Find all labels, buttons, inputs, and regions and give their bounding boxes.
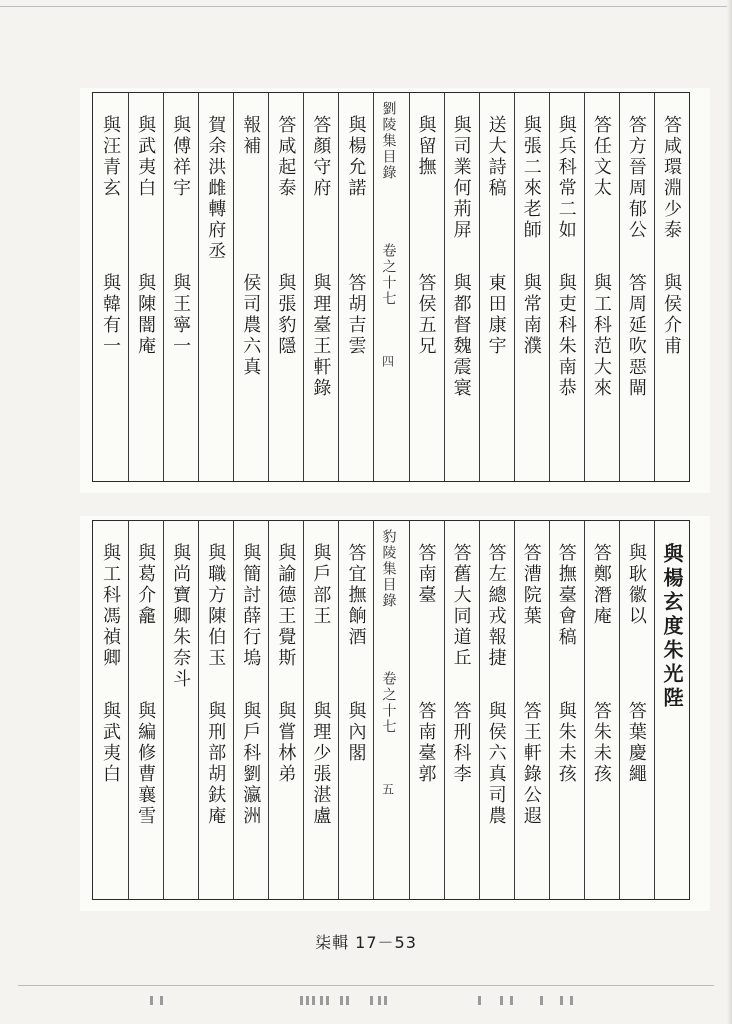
toc-entry-lower: 與武夷白 [100,701,122,785]
column-rule [549,93,550,481]
toc-entry-upper: 賀余洪雌轉府丞 [205,115,227,262]
folio-page: 五 [380,783,395,797]
column-rule [514,521,515,899]
toc-entry-upper: 與楊玄度朱光陛 [659,543,684,711]
toc-entry-upper: 送大詩稿 [485,115,507,199]
toc-column [549,93,584,481]
scan-mark [160,996,163,1005]
toc-entry-upper: 答舊大同道丘 [450,543,472,669]
folio-volume: 卷之十七 [380,671,397,735]
toc-column [163,521,198,899]
column-rule [373,93,374,481]
folio-title: 劉陵集目錄 [380,101,397,181]
toc-entry-upper: 與尚寶卿朱奈斗 [170,543,192,690]
scan-mark [150,996,153,1005]
toc-column [409,521,444,899]
toc-column [303,521,338,899]
toc-column [514,521,549,899]
toc-entry-lower: 與工科范大來 [590,273,612,399]
toc-entry-upper: 答鄭潛庵 [590,543,612,627]
toc-entry-upper: 答南臺 [415,543,437,606]
toc-entry-lower: 答王軒錄公遐 [520,701,542,827]
scan-mark [340,996,343,1005]
folio-volume: 卷之十七 [380,243,397,307]
column-rule [584,521,585,899]
column-rule [409,521,410,899]
column-rule [268,93,269,481]
toc-column [233,521,268,899]
top-table-of-contents [92,92,690,482]
toc-entry-lower: 與嘗林弟 [275,701,297,785]
scan-bottom-marks [0,996,732,1008]
toc-column [93,521,128,899]
toc-entry-upper: 答任文太 [590,115,612,199]
column-rule [338,521,339,899]
toc-entry-lower: 侯司農六真 [240,273,262,378]
bottom-table-of-contents [92,520,690,900]
column-rule [619,521,620,899]
scan-mark [346,996,349,1005]
toc-column [268,521,303,899]
toc-entry-lower: 與陳闇庵 [135,273,157,357]
toc-column [93,93,128,481]
scan-mark [500,996,503,1005]
column-rule [163,93,164,481]
toc-column [619,93,654,481]
column-rule [549,521,550,899]
toc-column [338,93,373,481]
toc-column [198,93,233,481]
toc-column [338,521,373,899]
toc-column [268,93,303,481]
scan-mark [570,996,573,1005]
scan-mark [540,996,543,1005]
scan-mark [300,996,303,1005]
scan-mark [320,996,323,1005]
toc-entry-lower: 與內閣 [345,701,367,764]
toc-column [444,93,479,481]
toc-entry-lower: 答南臺郭 [415,701,437,785]
folio-title: 豹陵集目錄 [380,529,397,609]
column-rule [198,521,199,899]
toc-column [479,93,514,481]
toc-column [163,93,198,481]
toc-entry-lower: 答侯五兄 [415,273,437,357]
toc-column [198,521,233,899]
toc-entry-lower: 與侯介甫 [660,273,682,357]
toc-entry-lower: 與戶科劉瀛洲 [240,701,262,827]
toc-entry-lower: 與都督魏震寰 [450,273,472,399]
toc-entry-upper: 與司業何荊屏 [450,115,472,241]
toc-entry-upper: 與工科馮禎卿 [100,543,122,669]
scan-mark [378,996,381,1005]
toc-entry-upper: 與張二來老師 [520,115,542,241]
scan-mark [326,996,329,1005]
column-rule [198,93,199,481]
page-top-edge [0,6,732,7]
page-right-edge [727,0,732,1024]
toc-column [584,521,619,899]
toc-entry-lower: 與王寧一 [170,273,192,357]
toc-entry-lower: 答刑科李 [450,701,472,785]
toc-entry-upper: 答咸起泰 [275,115,297,199]
toc-entry-upper: 答撫臺會稿 [555,543,577,648]
column-rule [128,93,129,481]
column-rule [479,521,480,899]
scan-mark [560,996,563,1005]
toc-entry-upper: 答顏守府 [310,115,332,199]
toc-column [303,93,338,481]
column-rule [128,521,129,899]
toc-entry-upper: 答左總戎報捷 [485,543,507,669]
toc-entry-upper: 答宜撫餉酒 [345,543,367,648]
folio-column [373,521,408,899]
toc-entry-lower: 東田康宇 [485,273,507,357]
column-rule [233,93,234,481]
scan-mark [312,996,315,1005]
toc-entry-lower: 與吏科朱南恭 [555,273,577,399]
toc-entry-lower: 答周延吹惡閘 [625,273,647,399]
toc-entry-lower: 與常南濮 [520,273,542,357]
toc-entry-lower: 與韓有一 [100,273,122,357]
toc-entry-upper: 與汪青玄 [100,115,122,199]
toc-column [409,93,444,481]
toc-entry-upper: 答咸環淵少泰 [660,115,682,241]
footer-page-label: 柒輯 17－53 [315,933,417,952]
column-rule [654,521,655,899]
toc-entry-lower: 與編修曹襄雪 [135,701,157,827]
column-rule [409,93,410,481]
scan-mark [510,996,513,1005]
toc-entry-lower: 與侯六真司農 [485,701,507,827]
toc-entry-upper: 與兵科常二如 [555,115,577,241]
column-rule [514,93,515,481]
column-rule [338,93,339,481]
toc-entry-lower: 與朱未孩 [555,701,577,785]
toc-column [128,93,163,481]
column-rule [163,521,164,899]
toc-entry-upper: 與葛介龕 [135,543,157,627]
column-rule [303,93,304,481]
toc-entry-upper: 與武夷白 [135,115,157,199]
scan-mark [384,996,387,1005]
toc-entry-lower: 與張豹隱 [275,273,297,357]
toc-entry-upper: 與耿徽以 [625,543,647,627]
column-rule [373,521,374,899]
column-rule [654,93,655,481]
scan-bottom-line [18,985,714,986]
toc-entry-upper: 報補 [240,115,262,157]
toc-entry-lower: 答朱未孩 [590,701,612,785]
column-rule [444,521,445,899]
toc-entry-upper: 與留撫 [415,115,437,178]
column-rule [584,93,585,481]
column-rule [233,521,234,899]
scan-mark [306,996,309,1005]
toc-entry-upper: 與職方陳伯玉 [205,543,227,669]
toc-entry-upper: 答方晉周郁公 [625,115,647,241]
toc-entry-upper: 與傅祥宇 [170,115,192,199]
toc-column [233,93,268,481]
toc-entry-lower: 答胡吉雲 [345,273,367,357]
toc-entry-lower: 與理臺王軒錄 [310,273,332,399]
column-rule [444,93,445,481]
folio-page: 四 [380,355,395,369]
toc-column [128,521,163,899]
toc-entry-upper: 答漕院葉 [520,543,542,627]
column-rule [303,521,304,899]
toc-entry-lower: 與理少張湛盧 [310,701,332,827]
toc-column [654,521,689,899]
toc-entry-upper: 與戶部王 [310,543,332,627]
toc-column [584,93,619,481]
toc-entry-lower: 與刑部胡鈇庵 [205,701,227,827]
scan-mark [370,996,373,1005]
toc-column [479,521,514,899]
toc-column [514,93,549,481]
column-rule [619,93,620,481]
toc-entry-upper: 與楊允諾 [345,115,367,199]
toc-column [619,521,654,899]
folio-column [373,93,408,481]
toc-column [549,521,584,899]
toc-column [654,93,689,481]
column-rule [268,521,269,899]
toc-column [444,521,479,899]
toc-entry-upper: 與簡討薛行塢 [240,543,262,669]
toc-entry-lower: 答葉慶繩 [625,701,647,785]
toc-entry-upper: 與諭德王覺斯 [275,543,297,669]
column-rule [479,93,480,481]
scan-mark [478,996,481,1005]
